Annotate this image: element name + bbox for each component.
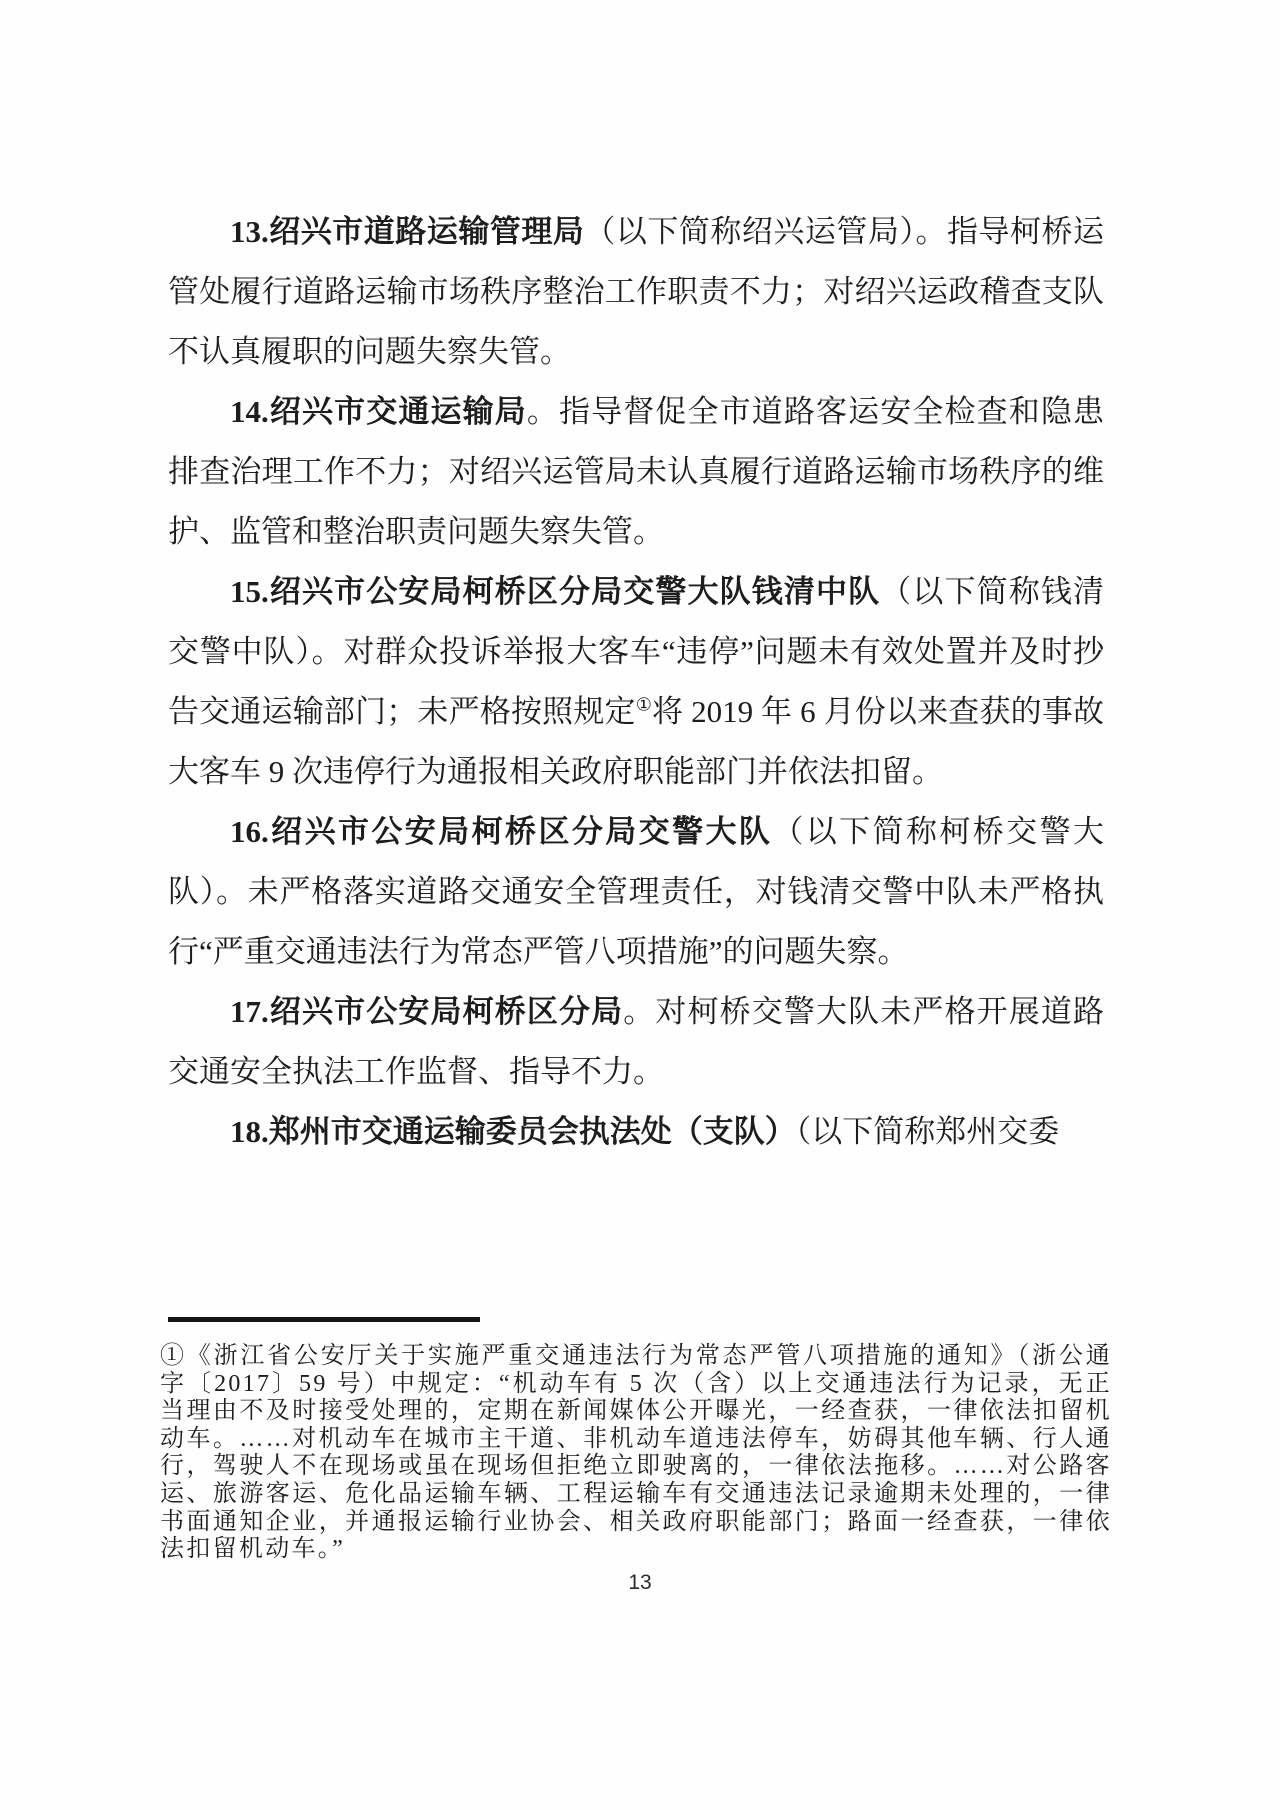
footnote: [160, 1343, 1112, 1564]
paragraph-item-13: [168, 202, 1104, 382]
paragraph-14-text: 。指导督促全市道路客运安全检查和隐患排查治理工作不力；对绍兴运管局未认真履行道路运输市场秩序的维护、监管和整治职责问题失察失管。: [168, 394, 1104, 549]
paragraph-15-heading: 15.绍兴市公安局柯桥区分局交警大队钱清中队: [230, 574, 881, 609]
paragraph-18-heading: 18.郑州市交通运输委员会执法处（支队）: [230, 1114, 796, 1149]
paragraph-17-text: 。对柯桥交警大队未严格开展道路交通安全执法工作监督、指导不力。: [168, 994, 1104, 1089]
footnote-marker: ①: [160, 1343, 187, 1369]
paragraph-item-14: [168, 382, 1104, 562]
page-number: 13: [628, 1571, 652, 1594]
paragraph-13-heading: 13.绍兴市道路运输管理局: [230, 214, 585, 249]
paragraph-14-heading: 14.绍兴市交通运输局: [230, 394, 527, 429]
paragraph-16-heading: 16.绍兴市公安局柯桥区分局交警大队: [230, 814, 773, 849]
footnote-text: 《浙江省公安厅关于实施严重交通违法行为常态严管八项措施的通知》（浙公通字〔2017〕59 号）中规定：“机动车有 5 次（含）以上交通违法行为记录，无正当理由不及时接受处理的，定期在新闻媒体公开曝光，一经查获，一律依法扣留机动车。……对机动车在城市主干道、非机动车道违法停车，妨碍其他车辆、行人通行，驾驶人不在现场或虽在现场但拒绝立即驶离的，一律依法拖移。……对公路客运、旅游客运、危化品运输车辆、工程运输车有交通违法记录逾期未处理的，一律书面通知企业，并通报运输行业协会、相关政府职能部门；路面一经查获，一律依法扣留机动车。”: [160, 1343, 1112, 1563]
document-body: [168, 202, 1104, 1162]
paragraph-13-text: （以下简称绍兴运管局）。指导柯桥运管处履行道路运输市场秩序整治工作职责不力；对绍兴运政稽查支队不认真履职的问题失察失管。: [168, 214, 1105, 369]
paragraph-item-16: [168, 802, 1104, 982]
footnote-reference-superscript: ①: [635, 694, 652, 715]
paragraph-16-text: （以下简称柯桥交警大队）。未严格落实道路交通安全管理责任，对钱清交警中队未严格执行“严重交通违法行为常态严管八项措施”的问题失察。: [168, 814, 1105, 969]
paragraph-item-17: [168, 982, 1104, 1102]
paragraph-18-text: （以下简称郑州交委: [795, 1114, 1060, 1149]
paragraph-15-text-continued: 将 2019 年 6 月份以来查获的事故大客车 9 次违停行为通报相关政府职能部门并依法扣留。: [168, 694, 1105, 789]
paragraph-15-text: （以下简称钱清交警中队）。对群众投诉举报大客车“违停”问题未有效处置并及时抄告交通运输部门；未严格按照规定: [168, 574, 1104, 729]
paragraph-item-15: [168, 562, 1104, 802]
paragraph-17-heading: 17.绍兴市公安局柯桥区分局: [230, 994, 624, 1029]
paragraph-item-18: [168, 1102, 1104, 1162]
footnote-separator: [168, 1317, 480, 1322]
